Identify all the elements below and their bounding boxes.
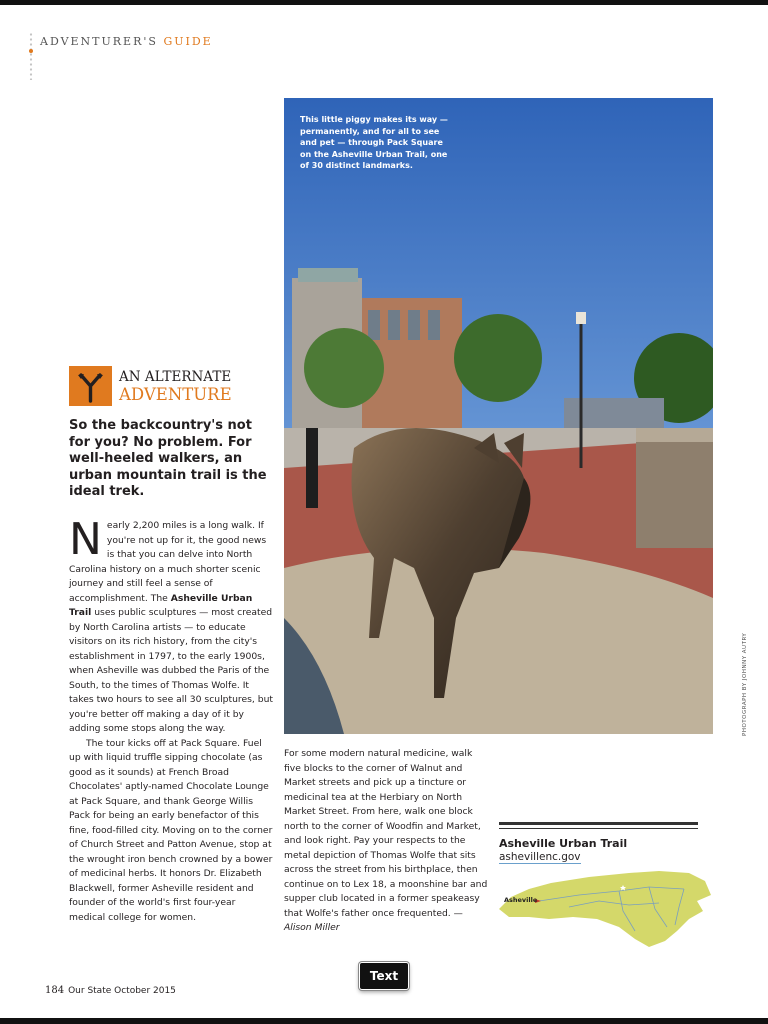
sidebar-rule-thick: [499, 822, 698, 825]
sidebar-rule-thin: [499, 828, 698, 829]
feature-deck: So the backcountry's not for you? No problem. For well-heeled walkers, an urban mountain trail is the ideal trek.: [69, 418, 267, 499]
page-footer: [45, 985, 176, 996]
drop-cap: N: [69, 514, 102, 565]
photo-credit: PHOTOGRAPH BY JOHNNY AUTRY: [742, 632, 748, 736]
body-column-1: [69, 514, 273, 925]
feature-title-line2: ADVENTURE: [119, 385, 232, 404]
north-carolina-map: [499, 867, 715, 949]
map-label-asheville: Asheville: [504, 896, 538, 904]
section-header: [40, 35, 213, 48]
page-number: 184: [45, 985, 65, 996]
paragraph-3: For some modern natural medicine, walk five blocks to the corner of Walnut and Market streets and pick up a tincture or medicinal tea at the Herbiary on North Market Street. From here, walk one block north to the corner of Woodfin and Market, and look right. Pay your respects to the metal depiction of Thomas Wolfe that sits across the street from his birthplace, then continue on to Lex 18, a moonshine bar and supper club located in a former speakeasy that Wolfe's father once frequented. —: [284, 748, 488, 919]
paragraph-2: The tour kicks off at Pack Square. Fuel up with liquid truffle sipping chocolate (as good as it sounds) at French Broad Chocolates' aptly-named Chocolate Lounge at Pack Square, and thank George Willis Pack for being an early benefactor of this fine, food-filled city. Moving on to the corner of Church Street and Patton Avenue, stop at the wrought iron bench crowned by a bower of medicinal herbs. It honors Dr. Elizabeth Blackwell, former Asheville resident and founder of the world's first four-year medical college for women.: [69, 737, 273, 923]
text-view-button[interactable]: Text: [359, 962, 409, 990]
trail-sign-icon: [69, 366, 112, 406]
sidebar-link[interactable]: ashevillenc.gov: [499, 851, 581, 863]
sidebar-title: Asheville Urban Trail: [499, 837, 628, 850]
top-bar: [0, 0, 768, 5]
magazine-issue: Our State October 2015: [68, 986, 176, 996]
feature-title-line1: AN ALTERNATE: [119, 369, 232, 385]
pig-sculpture-photo: [284, 98, 713, 734]
bottom-bar: [0, 1018, 768, 1024]
author-name: Alison Miller: [284, 922, 340, 933]
dotted-rule: [29, 32, 33, 80]
body-column-2: [284, 747, 488, 936]
paragraph-1-start: early 2,200 miles is a long walk. If you're not up for it, the good news is that you can delve into North Carolina history on a much shorter scenic journey and still feel a sense of accomplishment. The: [69, 520, 267, 604]
accent-dot: [29, 49, 33, 53]
photo-caption: This little piggy makes its way — permanently, and for all to see and pet — through Pack Square on the Asheville Urban Trail, one of 30 distinct landmarks.: [300, 115, 448, 170]
section-header-part2: GUIDE: [163, 35, 213, 48]
section-header-part1: ADVENTURER'S: [40, 35, 164, 48]
paragraph-1-end: uses public sculptures — most created by North Carolina artists — to educate visitors on its rich history, from the city's establishment in 1797, to the early 1900s, when Asheville was dubbed the Paris of the South, to the times of Thomas Wolfe. It takes two hours to see all 30 sculptures, but you're better off making a day of it by adding some stops along the way.: [69, 607, 273, 734]
trail-name-bold: Asheville Urban Trail: [69, 592, 253, 618]
